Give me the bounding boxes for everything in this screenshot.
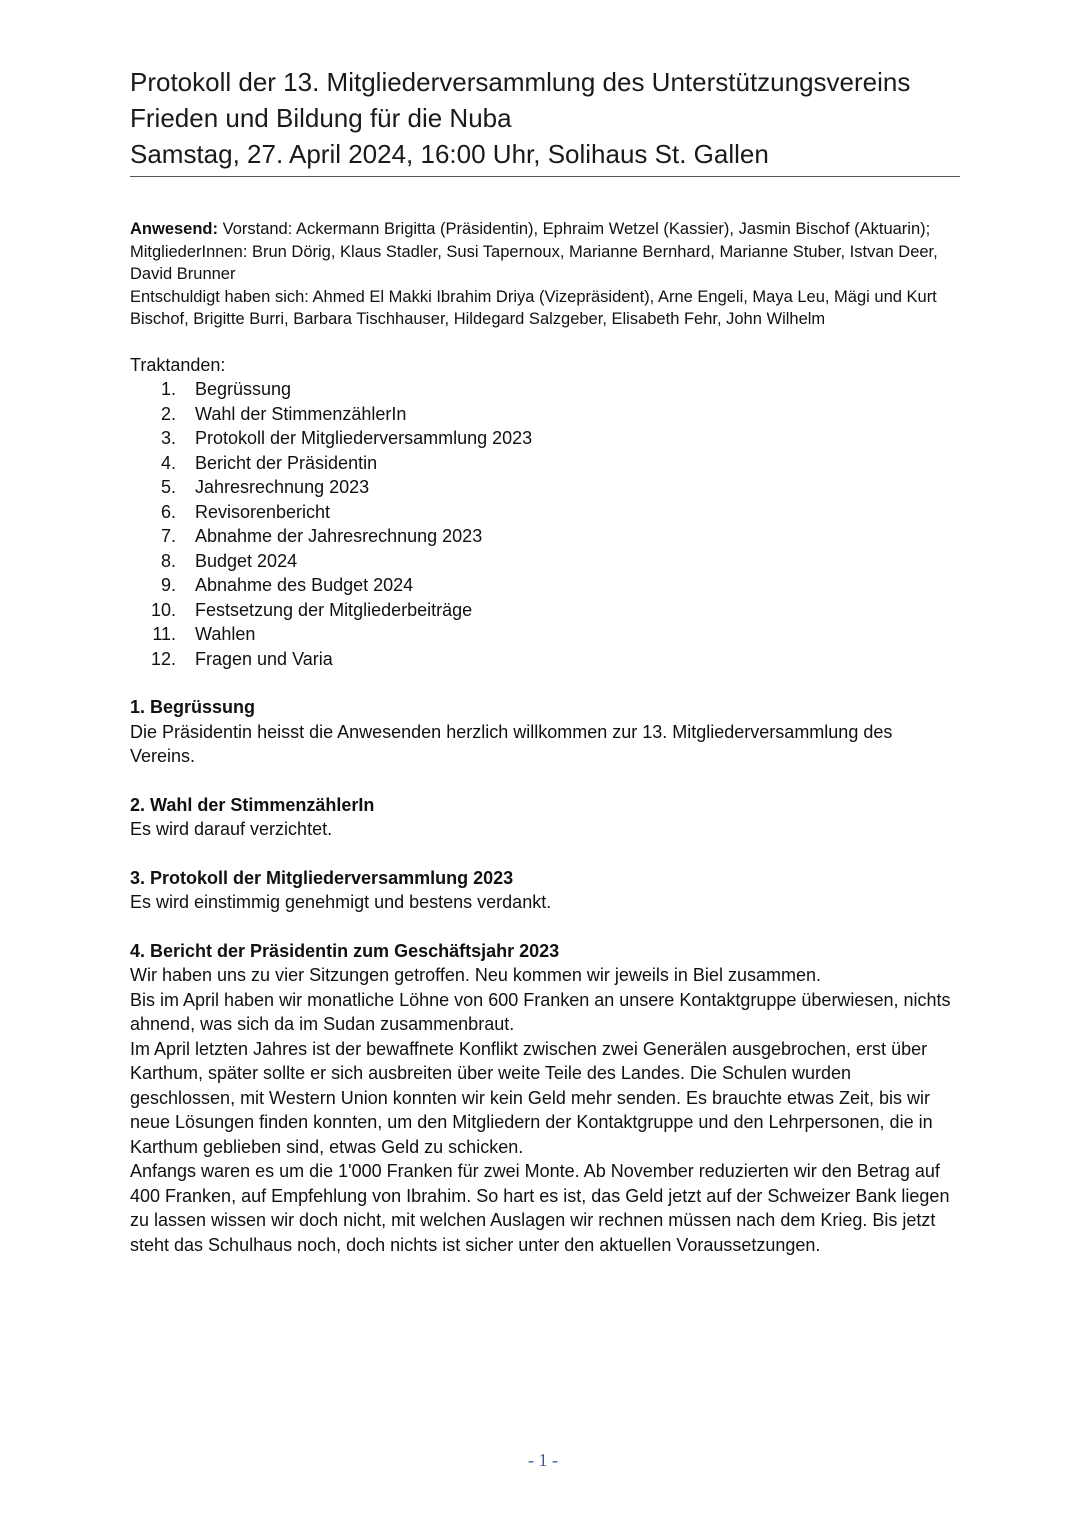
agenda-item: 1. Begrüssung (160, 379, 292, 399)
section-bericht (130, 939, 960, 1258)
present-text: Vorstand: Ackermann Brigitta (Präsidentin), Ephraim Wetzel (Kassier), Jasmin Bischof (Aktuarin); MitgliederInnen: Brun Dörig, Klaus Stadler, Susi Tapernoux, Marianne Bernhard, Marianne Stuber, Istvan Deer, David Brunner (130, 220, 938, 283)
title-line-2: Frieden und Bildung für die Nuba (130, 103, 512, 133)
section-heading: 3. Protokoll der Mitgliederversammlung 2023 (130, 867, 514, 888)
agenda-item: 7. Abnahme der Jahresrechnung 2023 (160, 526, 483, 546)
section-heading: 1. Begrüssung (130, 697, 256, 717)
section-heading: 2. Wahl der StimmenzählerIn (130, 794, 375, 815)
section-paragraph: Anfangs waren es um die 1'000 Franken für zwei Monte. Ab November reduzierten wir den Betrag auf 400 Franken, auf Empfehlung von Ibrahim. So hart es ist, das Geld jetzt auf der Schweizer Bank liegen zu lassen wissen wir doch nicht, mit welchen Auslagen wir rechnen müssen nach dem Krieg. Bis jetzt steht das Schulhaus noch, doch nichts ist sicher unter den aktuellen Voraussetzungen. (130, 1161, 950, 1255)
section-body: Die Präsidentin heisst die Anwesenden herzlich willkommen zur 13. Mitgliederversammlung des Vereins. (130, 721, 893, 766)
title-line-3: Samstag, 27. April 2024, 16:00 Uhr, Solihaus St. Gallen (130, 139, 769, 169)
agenda-item: 4. Bericht der Präsidentin (160, 452, 378, 473)
agenda-item: 10. Festsetzung der Mitgliederbeiträge (150, 599, 473, 620)
agenda-label: Traktanden: (130, 354, 226, 375)
agenda-item: 6. Revisorenbericht (160, 501, 331, 522)
present-list (130, 218, 960, 286)
agenda-item: 5. Jahresrechnung 2023 (160, 477, 370, 497)
agenda-item: 9. Abnahme des Budget 2024 (160, 575, 414, 595)
section-paragraph: Bis im April haben wir monatliche Löhne von 600 Franken an unsere Kontaktgruppe überwiesen, nichts ahnend, was sich da im Sudan zusammenbraut. (130, 989, 951, 1034)
agenda-item: 12. Fragen und Varia (150, 648, 333, 669)
section-paragraph: Im April letzten Jahres ist der bewaffnete Konflikt zwischen zwei Generälen ausgebrochen, erst über Karthum, später sollte er sich ausbreiten über weite Teile des Landes. Die Schulen wurden geschlossen, mit Western Union konnten wir kein Geld mehr senden. Es brauchte etwas Zeit, bis wir neue Lösungen finden konnten, um den Mitgliedern der Kontaktgruppe und den Lehrpersonen, die in Karthum geblieben sind, etwas Geld zu schicken. (130, 1038, 933, 1157)
section-protokoll (130, 866, 960, 915)
excused-list: Entschuldigt haben sich: Ahmed El Makki Ibrahim Driya (Vizepräsident), Arne Engeli, Maya Leu, Mägi und Kurt Bischof, Brigitte Burri, Barbara Tischhauser, Hildegard Salzgeber, Elisabeth Fehr, John Wilhelm (130, 287, 937, 328)
document-title (130, 64, 960, 177)
agenda-item: 2. Wahl der StimmenzählerIn (160, 403, 407, 424)
section-body: Es wird einstimmig genehmigt und bestens verdankt. (130, 892, 552, 912)
agenda-list (130, 377, 960, 671)
present-label: Anwesend: (130, 220, 219, 238)
section-body: Wir haben uns zu vier Sitzungen getroffen. Neu kommen wir jeweils in Biel zusammen. (130, 965, 821, 985)
section-body: Es wird darauf verzichtet. (130, 819, 333, 839)
title-line-1: Protokoll der 13. Mitgliederversammlung des Unterstützungsvereins (130, 67, 911, 97)
agenda-item: 3. Protokoll der Mitgliederversammlung 2023 (160, 428, 533, 448)
section-begruessung (130, 695, 960, 769)
page-number: - 1 - (528, 1450, 558, 1470)
agenda-item: 8. Budget 2024 (160, 550, 298, 571)
agenda-item: 11. Wahlen (152, 624, 256, 644)
section-wahl (130, 793, 960, 842)
document-page (130, 64, 960, 1257)
section-heading: 4. Bericht der Präsidentin zum Geschäftsjahr 2023 (130, 940, 560, 961)
attendance-block (130, 218, 960, 331)
